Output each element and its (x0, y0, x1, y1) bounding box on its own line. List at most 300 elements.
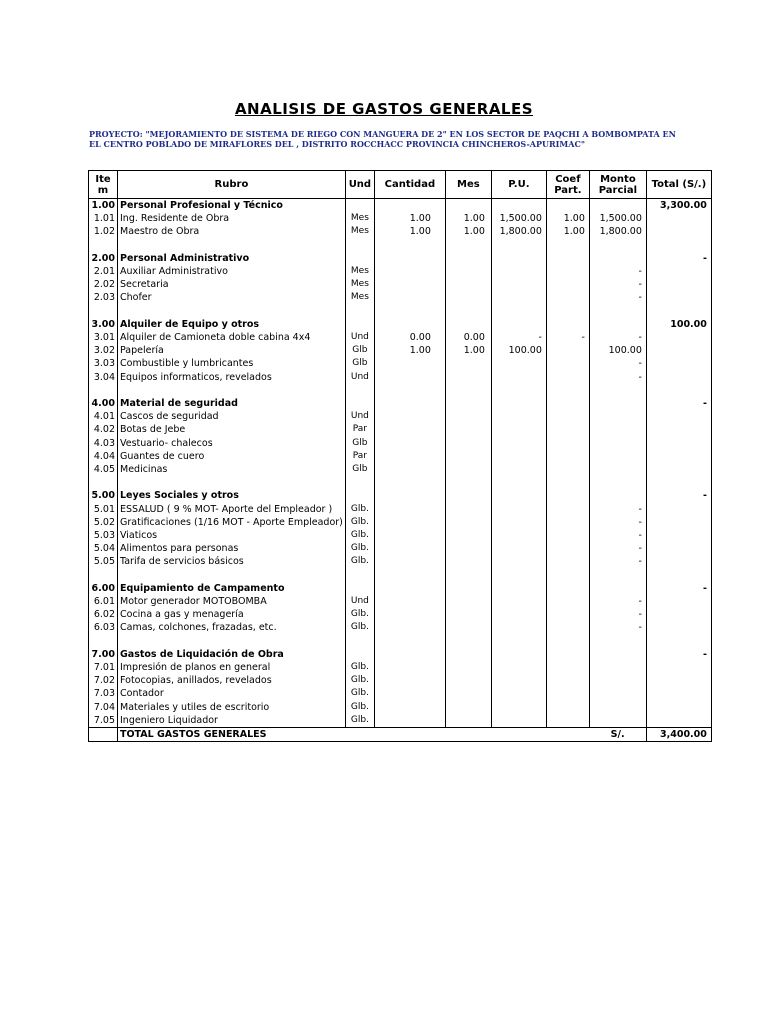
row-mes (445, 674, 491, 687)
row-und (345, 476, 374, 489)
row-rubro: Guantes de cuero (118, 450, 346, 463)
row-cantidad (374, 595, 445, 608)
table-row (89, 555, 712, 568)
table-row (89, 450, 712, 463)
table-row (89, 516, 712, 529)
row-coef (546, 529, 589, 542)
row-total (646, 503, 711, 516)
row-mes (445, 687, 491, 700)
row-cantidad (374, 357, 445, 370)
row-mes (445, 635, 491, 648)
table-row (89, 437, 712, 450)
row-monto (589, 450, 646, 463)
row-item: 1.02 (89, 225, 118, 238)
row-und: Und (345, 410, 374, 423)
row-total (646, 661, 711, 674)
row-und: Mes (345, 212, 374, 225)
table-row (89, 265, 712, 278)
row-pu: 100.00 (491, 344, 546, 357)
header-monto-line1: Monto (600, 173, 636, 185)
row-coef (546, 542, 589, 555)
row-rubro: Motor generador MOTOBOMBA (118, 595, 346, 608)
table-row (89, 410, 712, 423)
row-item: 4.00 (89, 397, 118, 410)
row-item: 5.04 (89, 542, 118, 555)
row-coef (546, 582, 589, 595)
row-pu (491, 476, 546, 489)
row-coef (546, 503, 589, 516)
row-item: 5.00 (89, 489, 118, 502)
row-cantidad (374, 489, 445, 502)
row-cantidad (374, 714, 445, 728)
table-row (89, 608, 712, 621)
row-mes (445, 569, 491, 582)
row-cantidad (374, 608, 445, 621)
row-monto (589, 489, 646, 502)
table-row (89, 357, 712, 370)
row-cantidad (374, 503, 445, 516)
table-body (89, 199, 712, 728)
row-item: 3.00 (89, 318, 118, 331)
row-coef (546, 555, 589, 568)
row-und (345, 199, 374, 213)
row-pu (491, 397, 546, 410)
row-total (646, 384, 711, 397)
section-row (89, 199, 712, 213)
row-monto: - (589, 278, 646, 291)
row-pu (491, 555, 546, 568)
row-coef (546, 476, 589, 489)
row-mes (445, 397, 491, 410)
table-row (89, 291, 712, 304)
row-coef (546, 595, 589, 608)
header-monto (589, 171, 646, 199)
row-total (646, 595, 711, 608)
row-pu: - (491, 331, 546, 344)
row-coef (546, 635, 589, 648)
row-pu (491, 265, 546, 278)
row-mes (445, 608, 491, 621)
table-header (89, 171, 712, 199)
row-und: Par (345, 423, 374, 436)
row-und: Glb. (345, 621, 374, 634)
row-cantidad (374, 384, 445, 397)
row-item: 2.02 (89, 278, 118, 291)
row-mes (445, 384, 491, 397)
row-rubro: Vestuario- chalecos (118, 437, 346, 450)
row-mes (445, 278, 491, 291)
row-und (345, 489, 374, 502)
row-total (646, 476, 711, 489)
row-cantidad (374, 648, 445, 661)
row-rubro (118, 239, 346, 252)
row-und (345, 569, 374, 582)
row-mes (445, 621, 491, 634)
header-item (89, 171, 118, 199)
row-coef (546, 437, 589, 450)
row-coef (546, 516, 589, 529)
row-item: 1.00 (89, 199, 118, 213)
row-total (646, 463, 711, 476)
total-row-coef (546, 728, 589, 742)
row-pu (491, 569, 546, 582)
row-item: 4.03 (89, 437, 118, 450)
row-mes (445, 516, 491, 529)
row-monto (589, 569, 646, 582)
row-item: 5.05 (89, 555, 118, 568)
row-pu (491, 621, 546, 634)
row-pu (491, 252, 546, 265)
row-und: Und (345, 331, 374, 344)
row-rubro: Alquiler de Equipo y otros (118, 318, 346, 331)
row-coef (546, 278, 589, 291)
row-cantidad: 1.00 (374, 225, 445, 238)
row-und (345, 397, 374, 410)
row-pu (491, 239, 546, 252)
row-coef (546, 608, 589, 621)
row-mes (445, 291, 491, 304)
table-row (89, 542, 712, 555)
row-cantidad (374, 529, 445, 542)
row-pu (491, 714, 546, 728)
row-item: 2.00 (89, 252, 118, 265)
row-und: Mes (345, 225, 374, 238)
row-und: Und (345, 371, 374, 384)
row-total (646, 621, 711, 634)
row-und: Glb. (345, 661, 374, 674)
row-und: Glb (345, 357, 374, 370)
row-item: 7.02 (89, 674, 118, 687)
row-item: 3.03 (89, 357, 118, 370)
row-pu (491, 437, 546, 450)
row-pu (491, 199, 546, 213)
row-pu (491, 687, 546, 700)
row-total (646, 225, 711, 238)
row-item: 7.01 (89, 661, 118, 674)
row-pu (491, 661, 546, 674)
row-rubro (118, 476, 346, 489)
total-value: 3,400.00 (646, 728, 711, 742)
row-cantidad (374, 621, 445, 634)
row-und (345, 318, 374, 331)
row-coef (546, 344, 589, 357)
row-monto: 1,800.00 (589, 225, 646, 238)
row-cantidad (374, 542, 445, 555)
row-total: 3,300.00 (646, 199, 711, 213)
row-mes (445, 595, 491, 608)
row-und: Glb. (345, 714, 374, 728)
row-monto (589, 199, 646, 213)
row-mes (445, 582, 491, 595)
row-und: Glb (345, 344, 374, 357)
row-und: Und (345, 595, 374, 608)
row-pu (491, 423, 546, 436)
row-und: Glb. (345, 674, 374, 687)
row-und: Glb. (345, 701, 374, 714)
row-rubro: ESSALUD ( 9 % MOT- Aporte del Empleador ) (118, 503, 346, 516)
row-cantidad (374, 450, 445, 463)
row-pu (491, 410, 546, 423)
row-rubro: Gratificaciones (1/16 MOT - Aporte Empleador) (118, 516, 346, 529)
row-coef (546, 357, 589, 370)
row-mes (445, 199, 491, 213)
row-pu (491, 516, 546, 529)
row-und: Par (345, 450, 374, 463)
section-row (89, 648, 712, 661)
row-mes: 1.00 (445, 212, 491, 225)
row-total (646, 608, 711, 621)
section-row (89, 252, 712, 265)
row-cantidad (374, 410, 445, 423)
row-item (89, 569, 118, 582)
row-coef (546, 450, 589, 463)
header-coef-line2: Part. (554, 184, 582, 196)
row-monto (589, 384, 646, 397)
section-row (89, 582, 712, 595)
row-item: 4.05 (89, 463, 118, 476)
row-coef (546, 305, 589, 318)
row-coef (546, 397, 589, 410)
header-item-line2: m (97, 184, 109, 196)
row-rubro: Botas de Jebe (118, 423, 346, 436)
row-item: 6.00 (89, 582, 118, 595)
row-cantidad (374, 701, 445, 714)
row-monto (589, 305, 646, 318)
row-cantidad (374, 687, 445, 700)
table-row (89, 331, 712, 344)
row-cantidad (374, 199, 445, 213)
row-item: 4.02 (89, 423, 118, 436)
row-rubro: Ing. Residente de Obra (118, 212, 346, 225)
row-monto: 1,500.00 (589, 212, 646, 225)
row-monto: - (589, 621, 646, 634)
row-pu (491, 318, 546, 331)
row-monto (589, 648, 646, 661)
document-title-text: ANALISIS DE GASTOS GENERALES (234, 100, 534, 118)
row-pu (491, 384, 546, 397)
row-monto: - (589, 371, 646, 384)
table-row (89, 344, 712, 357)
row-rubro: Personal Profesional y Técnico (118, 199, 346, 213)
row-monto: - (589, 265, 646, 278)
row-coef (546, 701, 589, 714)
row-cantidad (374, 252, 445, 265)
row-cantidad (374, 476, 445, 489)
table-row (89, 687, 712, 700)
row-coef (546, 687, 589, 700)
section-row (89, 489, 712, 502)
row-mes (445, 423, 491, 436)
row-pu (491, 503, 546, 516)
spacer-row (89, 635, 712, 648)
row-und: Glb. (345, 608, 374, 621)
row-item: 3.01 (89, 331, 118, 344)
expenses-table (88, 170, 712, 742)
row-monto: - (589, 608, 646, 621)
row-rubro: Fotocopias, anillados, revelados (118, 674, 346, 687)
table-row (89, 503, 712, 516)
row-cantidad (374, 265, 445, 278)
row-coef: - (546, 331, 589, 344)
row-pu (491, 278, 546, 291)
row-mes (445, 489, 491, 502)
row-rubro: Maestro de Obra (118, 225, 346, 238)
row-total (646, 701, 711, 714)
row-coef (546, 199, 589, 213)
row-total (646, 529, 711, 542)
row-item: 3.02 (89, 344, 118, 357)
row-cantidad (374, 555, 445, 568)
row-monto: - (589, 542, 646, 555)
row-mes: 0.00 (445, 331, 491, 344)
header-item-line1: Ite (95, 173, 111, 185)
spacer-row (89, 384, 712, 397)
row-coef (546, 252, 589, 265)
row-monto (589, 239, 646, 252)
row-und: Glb (345, 463, 374, 476)
row-und: Glb (345, 437, 374, 450)
total-row-mes (445, 728, 491, 742)
row-rubro: Impresión de planos en general (118, 661, 346, 674)
row-coef (546, 674, 589, 687)
row-monto (589, 687, 646, 700)
row-pu: 1,500.00 (491, 212, 546, 225)
row-rubro: Gastos de Liquidación de Obra (118, 648, 346, 661)
row-monto (589, 674, 646, 687)
row-rubro: Cascos de seguridad (118, 410, 346, 423)
row-rubro: Material de seguridad (118, 397, 346, 410)
row-monto (589, 410, 646, 423)
row-rubro: Tarifa de servicios básicos (118, 555, 346, 568)
table-row (89, 661, 712, 674)
table-row (89, 423, 712, 436)
row-mes (445, 450, 491, 463)
row-pu: 1,800.00 (491, 225, 546, 238)
row-mes (445, 371, 491, 384)
row-mes (445, 437, 491, 450)
row-und: Mes (345, 265, 374, 278)
row-mes (445, 318, 491, 331)
section-row (89, 318, 712, 331)
row-monto (589, 463, 646, 476)
header-total: Total (S/.) (646, 171, 711, 199)
header-cantidad: Cantidad (374, 171, 445, 199)
table-row (89, 621, 712, 634)
row-und: Glb. (345, 503, 374, 516)
row-monto (589, 397, 646, 410)
row-mes (445, 701, 491, 714)
row-und (345, 582, 374, 595)
row-item: 5.01 (89, 503, 118, 516)
row-mes (445, 661, 491, 674)
row-und: Glb. (345, 687, 374, 700)
row-total (646, 239, 711, 252)
total-label: TOTAL GASTOS GENERALES (118, 728, 346, 742)
row-total (646, 423, 711, 436)
row-total (646, 687, 711, 700)
row-item: 2.01 (89, 265, 118, 278)
row-item (89, 305, 118, 318)
row-coef (546, 318, 589, 331)
row-pu (491, 357, 546, 370)
row-rubro (118, 305, 346, 318)
row-rubro: Contador (118, 687, 346, 700)
row-rubro (118, 635, 346, 648)
row-item: 7.04 (89, 701, 118, 714)
row-monto (589, 661, 646, 674)
row-rubro: Auxiliar Administrativo (118, 265, 346, 278)
row-pu (491, 371, 546, 384)
row-rubro: Equipos informaticos, revelados (118, 371, 346, 384)
row-pu (491, 635, 546, 648)
row-item: 4.04 (89, 450, 118, 463)
row-total (646, 265, 711, 278)
row-mes (445, 529, 491, 542)
row-monto (589, 252, 646, 265)
row-coef (546, 239, 589, 252)
row-total (646, 305, 711, 318)
row-cantidad (374, 463, 445, 476)
row-item: 6.01 (89, 595, 118, 608)
row-item: 7.00 (89, 648, 118, 661)
row-coef (546, 489, 589, 502)
row-total: - (646, 252, 711, 265)
row-total (646, 212, 711, 225)
spacer-row (89, 476, 712, 489)
row-cantidad (374, 305, 445, 318)
row-monto: - (589, 516, 646, 529)
row-item: 5.03 (89, 529, 118, 542)
table-row (89, 595, 712, 608)
row-coef: 1.00 (546, 225, 589, 238)
row-rubro: Medicinas (118, 463, 346, 476)
spacer-row (89, 569, 712, 582)
header-rubro: Rubro (118, 171, 346, 199)
row-coef (546, 648, 589, 661)
row-mes (445, 357, 491, 370)
row-rubro: Personal Administrativo (118, 252, 346, 265)
row-rubro: Camas, colchones, frazadas, etc. (118, 621, 346, 634)
row-monto (589, 437, 646, 450)
row-cantidad (374, 278, 445, 291)
table-row (89, 463, 712, 476)
row-total (646, 371, 711, 384)
row-cantidad (374, 437, 445, 450)
row-rubro: Leyes Sociales y otros (118, 489, 346, 502)
row-item: 1.01 (89, 212, 118, 225)
row-rubro: Materiales y utiles de escritorio (118, 701, 346, 714)
row-cantidad: 1.00 (374, 212, 445, 225)
row-cantidad (374, 569, 445, 582)
row-monto (589, 582, 646, 595)
document-title (0, 100, 768, 118)
row-monto: - (589, 595, 646, 608)
row-total (646, 714, 711, 728)
row-total (646, 278, 711, 291)
row-mes (445, 252, 491, 265)
table-row (89, 371, 712, 384)
row-cantidad (374, 291, 445, 304)
row-coef (546, 291, 589, 304)
row-item (89, 239, 118, 252)
row-monto: - (589, 503, 646, 516)
spacer-row (89, 305, 712, 318)
header-pu: P.U. (491, 171, 546, 199)
row-rubro: Combustible y lumbricantes (118, 357, 346, 370)
row-monto: - (589, 529, 646, 542)
row-cantidad (374, 239, 445, 252)
row-und (345, 635, 374, 648)
